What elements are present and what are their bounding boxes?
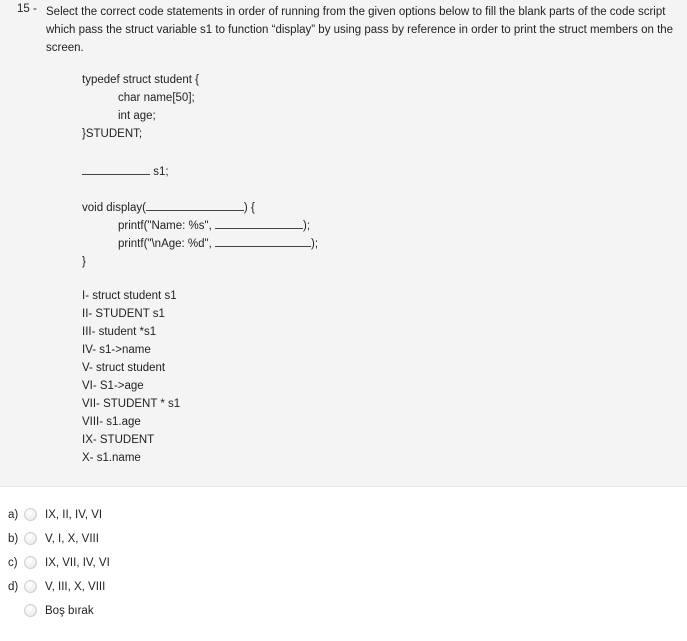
answer-letter: b) xyxy=(8,533,19,545)
option-item: IX- STUDENT xyxy=(82,434,155,446)
answer-label[interactable]: Boş bırak xyxy=(45,605,94,617)
code-printf-age-end: ); xyxy=(311,238,319,250)
option-item: IV- s1->name xyxy=(82,344,151,356)
radio-button[interactable] xyxy=(24,508,37,521)
age-arg-blank xyxy=(215,236,311,247)
code-var-suffix: s1; xyxy=(153,166,169,178)
option-item: V- struct student xyxy=(82,362,166,374)
code-close-line: }STUDENT; xyxy=(82,128,143,140)
code-printf-name-end: ); xyxy=(303,220,311,232)
code-printf-name-line xyxy=(118,218,310,232)
question-text: Select the correct code statements in order of running from the given options below to fill the blank parts of the code script which pass the struct variable s1 to function “display” by using pass by reference in order to print the struct members on the screen. xyxy=(46,6,674,54)
code-typedef-line: typedef struct student { xyxy=(82,74,199,86)
var-type-blank xyxy=(82,164,150,175)
code-var-line xyxy=(82,164,169,178)
answer-label[interactable]: V, III, X, VIII xyxy=(45,581,106,593)
answer-label[interactable]: V, I, X, VIII xyxy=(45,533,99,545)
name-arg-blank xyxy=(215,218,303,229)
code-printf-age: printf("\nAge: %d", xyxy=(118,238,212,250)
code-void-suffix: ) { xyxy=(243,202,255,214)
radio-button[interactable] xyxy=(24,556,37,569)
param-blank xyxy=(146,200,244,211)
code-printf-name: printf("Name: %s", xyxy=(118,220,212,232)
option-item: II- STUDENT s1 xyxy=(82,308,165,320)
radio-button[interactable] xyxy=(24,580,37,593)
option-item: I- struct student s1 xyxy=(82,290,177,302)
answer-letter: a) xyxy=(8,509,19,521)
option-item: III- student *s1 xyxy=(82,326,157,338)
answer-letter: c) xyxy=(8,557,18,569)
radio-button[interactable] xyxy=(24,604,37,617)
option-item: X- s1.name xyxy=(82,452,141,464)
option-item: VI- S1->age xyxy=(82,380,144,392)
code-close-brace: } xyxy=(82,256,86,268)
code-char-line: char name[50]; xyxy=(118,92,195,104)
answer-label[interactable]: IX, II, IV, VI xyxy=(45,509,103,521)
answer-label[interactable]: IX, VII, IV, VI xyxy=(45,557,110,569)
answer-letter: d) xyxy=(8,581,19,593)
radio-button[interactable] xyxy=(24,532,37,545)
code-void-line xyxy=(82,200,255,214)
code-void-prefix: void display( xyxy=(82,202,146,214)
code-printf-age-line xyxy=(118,236,318,250)
option-item: VII- STUDENT * s1 xyxy=(82,398,181,410)
option-item: VIII- s1.age xyxy=(82,416,141,428)
code-int-line: int age; xyxy=(118,110,156,122)
question-number: 15 - xyxy=(17,3,37,15)
